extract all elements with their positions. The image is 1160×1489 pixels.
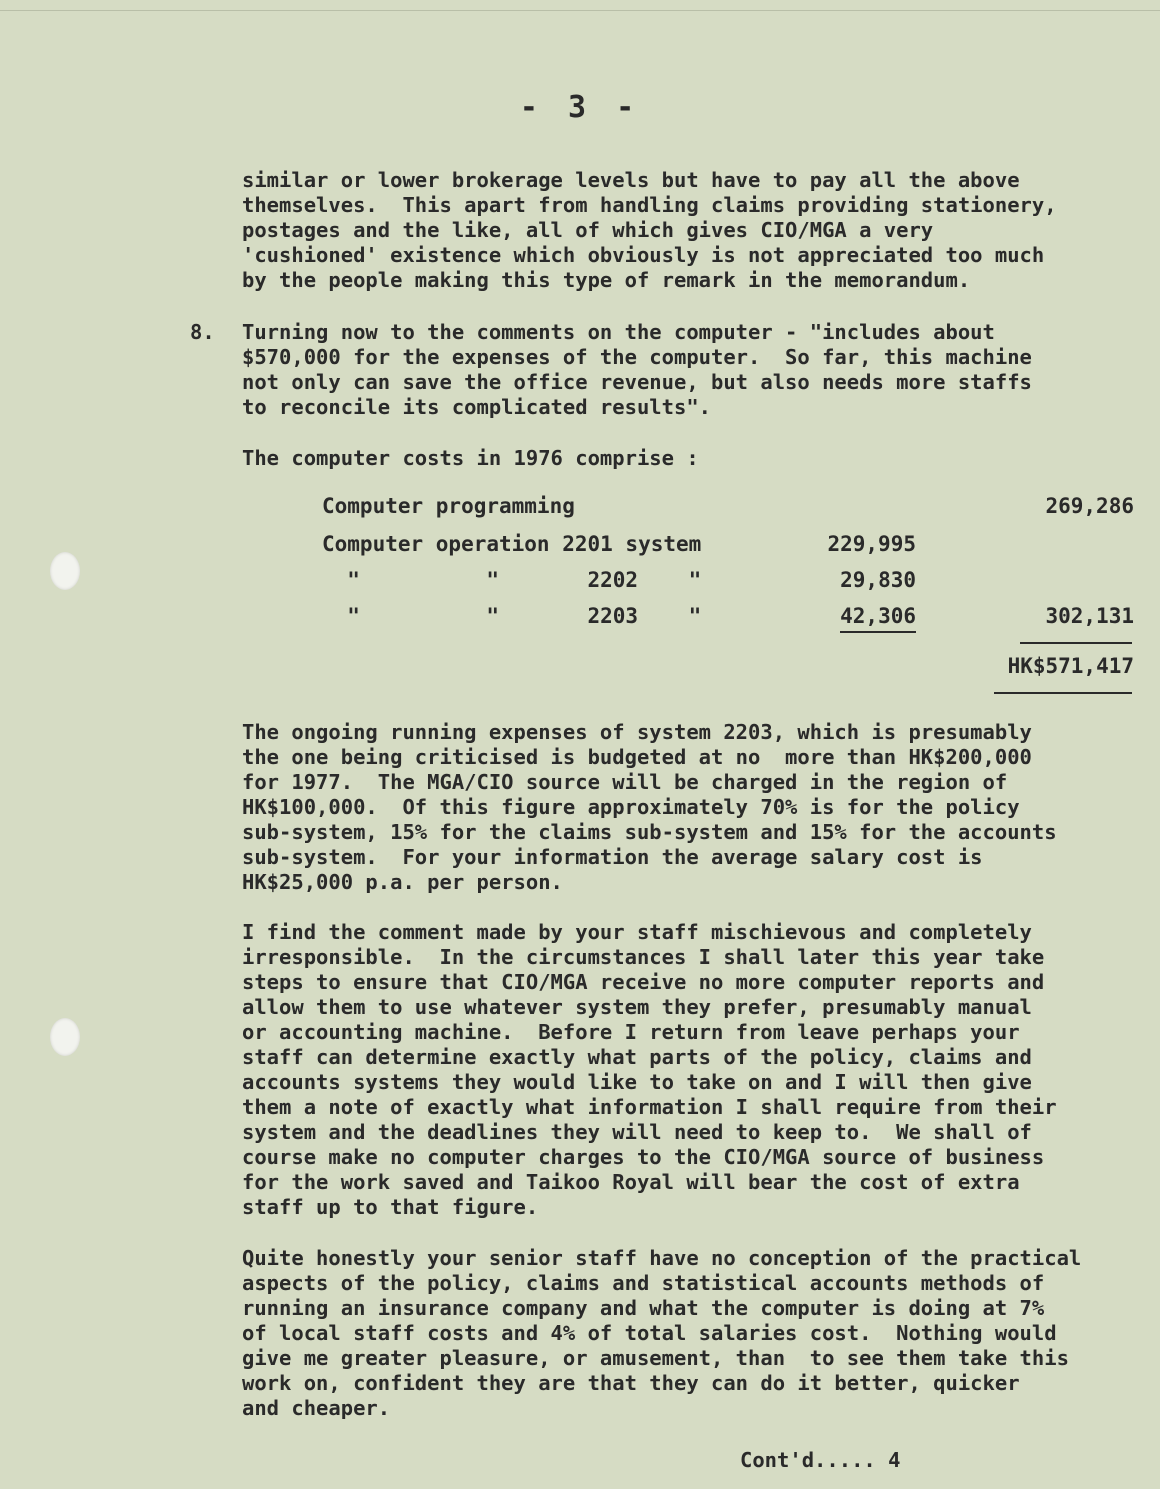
cost-row [322, 604, 1134, 634]
cost-total: 302,131 [1045, 604, 1134, 628]
cost-subamount: 42,306 [840, 604, 916, 633]
cost-subamount: 29,830 [840, 568, 916, 592]
continued-note: Cont'd..... 4 [740, 1448, 901, 1472]
page-number: - 3 - [519, 90, 641, 125]
cost-label: " " 2203 " [322, 604, 702, 628]
cost-subamount: 229,995 [827, 532, 916, 556]
paragraph-staff-comment: I find the comment made by your staff mischievous and completely irresponsible. In the circumstances I shall later this year take steps to ensure that CIO/MGA receive no more computer reports and allow them to use whatever system they prefer, presumably manual or accounting machine. Before I return from leave perhaps your staff can determine exactly what parts of the policy, claims and accounts systems they would like to take on and I will then give them a note of exactly what information I shall require from their system and the deadlines they will need to keep to. We shall of course make no computer charges to the CIO/MGA source of business for the work saved and Taikoo Royal will bear the cost of extra staff up to that figure. [242, 920, 1057, 1219]
total-rule [994, 692, 1132, 694]
cost-row [322, 532, 1134, 562]
cost-total: 269,286 [1045, 494, 1134, 518]
punch-hole [50, 1018, 80, 1056]
grand-total: HK$571,417 [1007, 654, 1134, 678]
cost-label: Computer programming [322, 494, 575, 518]
paragraph-computer-comments: Turning now to the comments on the computer - "includes about $570,000 for the expenses of the computer. So far, this machine not only can save the office revenue, but also needs more staffs to reconcile its complicated results". [242, 320, 1032, 419]
cost-row [322, 494, 1134, 524]
paragraph-brokerage: similar or lower brokerage levels but have to pay all the above themselves. This apart from handling claims providing stationery, postages and the like, all of which gives CIO/MGA a very 'cushioned' existence which obviously is not appreciated too much by the people making this type of remark in the memorandum. [242, 168, 1057, 292]
grand-total-row [322, 654, 1134, 684]
page-top-edge [0, 10, 1160, 11]
paragraph-conclusion: Quite honestly your senior staff have no conception of the practical aspects of the policy, claims and statistical accounts methods of running an insurance company and what the computer is doing at 7% of local staff costs and 4% of total salaries cost. Nothing would give me greater pleasure, or amusement, than to see them take this work on, confident they are that they can do it better, quicker and cheaper. [242, 1246, 1082, 1420]
cost-label: " " 2202 " [322, 568, 702, 592]
paragraph-cost-intro: The computer costs in 1976 comprise : [242, 446, 699, 470]
paragraph-running-expenses: The ongoing running expenses of system 2203, which is presumably the one being criticised is budgeted at no more than HK$200,000 for 1977. The MGA/CIO source will be charged in the region of HK$100,000. Of this figure approximately 70% is for the policy sub-system, 15% for the claims sub-system and 15% for the accounts sub-system. For your information the average salary cost is HK$25,000 p.a. per person. [242, 720, 1057, 894]
cost-label: Computer operation 2201 system [322, 532, 702, 556]
subtotal-rule [1020, 642, 1132, 644]
punch-hole [50, 552, 80, 590]
item-number: 8. [190, 320, 215, 344]
cost-row [322, 568, 1134, 598]
